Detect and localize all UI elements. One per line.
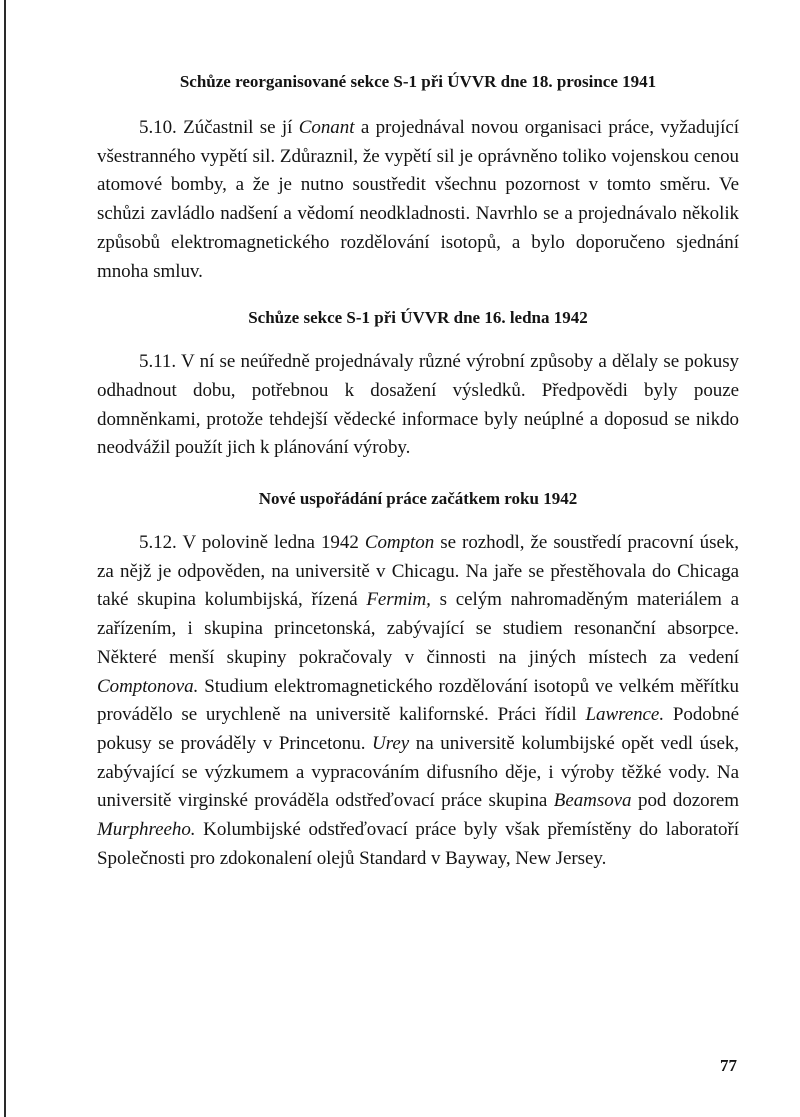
name-urey: Urey [372,732,410,754]
book-page [97,62,739,873]
paragraph-5-12: 5.12. V polovině ledna 1942 Compton se rozhodl, že soustředí pracovní úsek, za nějž je odpověden, na universitě v Chicagu. Na jaře se přestěhovala do Chicaga také skupina kolumbijská, řízená Fermim, s celým nahromaděným materiálem a zařízením, i skupina princetonská, zabývající se studiem resonanční absorpce. Některé menší skupiny pokračovaly v činnosti na jiných místech za vedení Comptonova. Studium elektromagnetického rozdělování isotopů ve velkém měřítku provádělo se urychleně na universitě kalifornské. Práci řídil Lawrence. Podobné pokusy se prováděly v Princetonu. Urey na universitě kolumbijské opět vedl úsek, zabývající se výzkumem a vypracováním difusního děje, i výroby těžké vody. Na universitě virginské prováděla odstřeďovací práce skupina Beamsova pod dozorem Murphreeho. Kolumbijské odstřeďovací práce byly však přemístěny do laboratoří Společnosti pro zdokonalení olejů Standard v Bayway, New Jersey. [97,532,740,869]
paragraph-5-11: 5.11. V ní se neúředně projednávaly různé výrobní způsoby a dělaly se pokusy odhadnout dobu, potřebnou k dosažení výsledků. Předpovědi byly pouze domněnkami, protože tehdejší vědecké informace byly neúplné a doposud se nikdo neodvážil použít jich k plánování výroby. [97,351,739,459]
page-number: 77 [720,1056,737,1075]
name-conant: Conant [298,117,355,138]
paragraph-5-10: 5.10. Zúčastnil se jí Conant a projednával novou organisaci práce, vyžadující všestranného vypětí sil. Zdůraznil, že vypětí sil je oprávněno toliko vojenskou cenou atomové bomby, a že je nutno soustředit všechnu pozornost v tomto směru. Ve schůzi zavládlo nadšení a vědomí neodkladnosti. Navrhlo se a projednávalo několik způsobů elektromagnetického rozdělování isotopů, a bylo doporučeno sjednání mnoha smluv. [97,117,739,282]
section-heading-s1-january: Schůze sekce S-1 při ÚVVR dne 16. ledna 1942 [248,308,588,328]
paragraph-number: 5.11. [139,351,177,373]
section-heading-reorganisation-1942: Nové uspořádání práce začátkem roku 1942 [258,489,578,509]
paragraph-number: 5.10. [139,117,177,138]
section-heading-s1-december: Schůze reorganisované sekce S-1 při ÚVVR dne 18. prosince 1941 [179,72,657,91]
name-lawrence: Lawrence. [585,704,665,726]
page-edge-line [4,0,6,1117]
name-compton: Compton [364,532,435,554]
name-fermi: Fermim, [366,589,431,611]
paragraph-number: 5.12. [139,532,177,554]
name-beams: Beamsova [553,790,632,812]
name-murphree: Murphreeho. [97,819,196,841]
name-compton-genitive: Comptonova. [97,675,199,697]
